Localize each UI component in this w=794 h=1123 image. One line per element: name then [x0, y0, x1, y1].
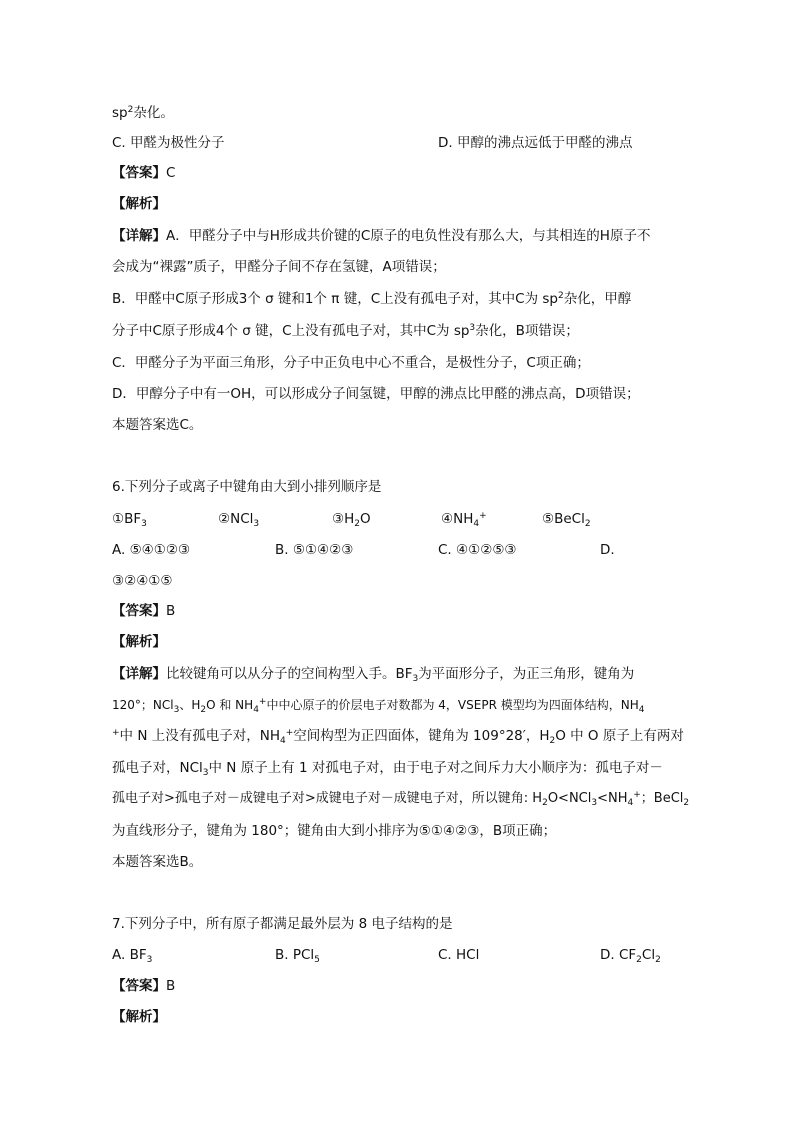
- sup-plus: +: [112, 728, 120, 738]
- answer-label: 【答案】: [112, 603, 166, 619]
- answer-label: 【答案】: [112, 978, 166, 994]
- q6-option-c: C. ④①②⑤③: [438, 542, 517, 558]
- q6-item-3: [332, 508, 371, 530]
- q6-option-a: A. ⑤④①②③: [112, 542, 191, 558]
- q7-option-b: [275, 944, 320, 966]
- sub-2: 2: [655, 955, 661, 965]
- answer-label: 【答案】: [112, 165, 166, 181]
- detail-text: 中 N 原子上有 1 对孤电子对，由于电子对之间斥力大小顺序为：孤电子对－: [208, 760, 663, 776]
- q5-detail-line-1: [112, 225, 650, 247]
- q5-detail-line-3: [112, 288, 631, 310]
- detail-text: ；BeCl: [640, 791, 684, 806]
- option-text: B. PCl: [275, 947, 315, 963]
- detail-text: 比较键角可以从分子的空间构型入手。BF: [166, 666, 413, 682]
- q6-option-d-cont: ③②④①⑤: [112, 573, 173, 589]
- sup-plus: +: [479, 511, 487, 521]
- sup-plus: +: [285, 728, 294, 738]
- sup-2: 2: [557, 291, 564, 301]
- q6-detail-line-1: [112, 663, 634, 685]
- item-text: ④NH: [441, 511, 474, 527]
- q7-stem: 7.下列分子中，所有原子都满足最外层为 8 电子结构的是: [112, 916, 453, 932]
- detail-text: <NH: [597, 791, 628, 806]
- sub-2: 2: [200, 705, 207, 715]
- sub-4: 4: [473, 519, 480, 529]
- q5-hybrid-line: [112, 102, 174, 124]
- q5-detail-line-6: D．甲醇分子中有一OH，可以形成分子间氢键，甲醇的沸点比甲醛的沸点高，D项错误；: [112, 386, 640, 402]
- sub-2: 2: [636, 955, 642, 965]
- q5-option-c: C. 甲醛为极性分子: [112, 135, 225, 151]
- sub-4: 4: [638, 705, 645, 715]
- detail-text: 中 N 上没有孤电子对，NH: [119, 728, 280, 744]
- detail-text: 分子中C原子形成4个 σ 键，C上没有孤电子对，其中C为: [112, 323, 450, 339]
- item-text: ③H: [332, 511, 355, 527]
- item-text: ①BF: [112, 511, 142, 527]
- sub-2: 2: [549, 736, 556, 746]
- sub-5: 5: [314, 955, 320, 965]
- sp-text: sp: [542, 291, 558, 307]
- sub-2: 2: [584, 519, 591, 529]
- item-text: ⑤BeCl: [542, 511, 585, 527]
- detail-text: A．甲醛分子中与H形成共价键的C原子的电负性没有那么大，与其相连的H原子不: [166, 228, 651, 244]
- sub-2: 2: [354, 519, 360, 529]
- item-text: ②NCl: [218, 511, 254, 527]
- q6-analysis-label: 【解析】: [112, 634, 166, 650]
- sub-4: 4: [253, 705, 259, 715]
- sup-2: 2: [127, 105, 134, 115]
- detail-text: 杂化，B项错误；: [475, 323, 579, 339]
- detail-text: B．甲醛中C原子形成3个 σ 键和1个 π 键，C上没有孤电子对，其中C为: [112, 291, 539, 307]
- detail-text: 杂化，甲醇: [563, 291, 632, 307]
- answer-value: B: [166, 978, 176, 994]
- q6-answer: [112, 600, 175, 622]
- sup-3: 3: [469, 323, 476, 333]
- sub-2: 2: [542, 798, 548, 808]
- detail-text: 120°；NCl: [112, 698, 174, 712]
- q6-option-d: D.: [600, 542, 615, 558]
- detail-text: 为平面形分子，为正三角形，键角为: [418, 666, 635, 682]
- detail-text: 孤电子对>孤电子对－成键电子对>成键电子对－成键电子对，所以键角: H: [112, 791, 543, 806]
- q6-item-2: [218, 508, 259, 530]
- sub-3: 3: [141, 519, 147, 529]
- detail-text: O<NCl: [547, 791, 592, 806]
- q5-detail-line-2: 会成为“裸露”质子，甲醛分子间不存在氢键，A项错误；: [112, 259, 446, 275]
- q6-detail-line-2: [112, 694, 644, 716]
- sup-plus: +: [258, 697, 267, 707]
- option-text: Cl: [641, 947, 656, 963]
- sub-3: 3: [253, 519, 260, 529]
- detail-label: 【详解】: [112, 228, 166, 244]
- q6-detail-line-5: [112, 788, 689, 810]
- answer-value: C: [166, 165, 176, 181]
- q5-answer: [112, 162, 175, 184]
- q6-item-1: [112, 508, 147, 530]
- sub-3: 3: [173, 705, 180, 715]
- sub-4: 4: [279, 736, 286, 746]
- sub-4: 4: [627, 798, 634, 808]
- option-text: D. CF: [600, 947, 637, 963]
- q6-stem: 6.下列分子或离子中键角由大到小排列顺序是: [112, 479, 382, 495]
- item-text: O: [360, 511, 371, 527]
- q7-option-a: [112, 944, 152, 966]
- line-tail: 杂化。: [133, 105, 174, 121]
- q6-detail-line-6: 为直线形分子，键角为 180°；键角由大到小排序为⑤①④②③，B项正确；: [112, 823, 557, 839]
- option-text: A. BF: [112, 947, 147, 963]
- q6-detail-line-4: [112, 757, 663, 779]
- sub-3: 3: [412, 674, 419, 684]
- q6-conclusion: 本题答案选B。: [112, 854, 203, 870]
- q6-item-4: [441, 508, 487, 530]
- sub-3: 3: [146, 955, 153, 965]
- q6-option-b: B. ⑤①④②③: [275, 542, 354, 558]
- q7-option-d: [600, 944, 661, 966]
- q7-answer: [112, 975, 175, 997]
- answer-value: B: [166, 603, 176, 619]
- q5-option-d: D. 甲醇的沸点远低于甲醛的沸点: [438, 135, 633, 151]
- sup-plus: +: [633, 790, 641, 800]
- q7-option-c: C. HCl: [438, 947, 480, 963]
- detail-text: O 和 NH: [206, 698, 254, 712]
- sub-2: 2: [683, 798, 690, 808]
- q6-detail-line-3: [112, 725, 684, 747]
- detail-text: 、H: [179, 698, 201, 712]
- sub-3: 3: [591, 798, 598, 808]
- q5-detail-line-4: [112, 320, 579, 342]
- q6-item-5: [542, 508, 591, 530]
- detail-text: 空间构型为正四面体，键角为 109°28′，H: [293, 728, 550, 744]
- q7-analysis-label: 【解析】: [112, 1009, 166, 1025]
- q5-conclusion: 本题答案选C。: [112, 417, 203, 433]
- q5-detail-line-5: C．甲醛分子为平面三角形，分子中正负电中心不重合，是极性分子，C项正确；: [112, 355, 590, 371]
- sp-text: sp: [112, 105, 128, 121]
- detail-text: 孤电子对，NCl: [112, 760, 203, 776]
- sub-3: 3: [202, 768, 209, 778]
- sp-text: sp: [453, 323, 470, 339]
- detail-text: O 中 O 原子上有两对: [555, 728, 684, 744]
- detail-text: 中中心原子的价层电子对数都为 4，VSEPR 模型均为四面体结构，NH: [266, 698, 639, 712]
- detail-label: 【详解】: [112, 666, 166, 682]
- q5-analysis-label: 【解析】: [112, 196, 166, 212]
